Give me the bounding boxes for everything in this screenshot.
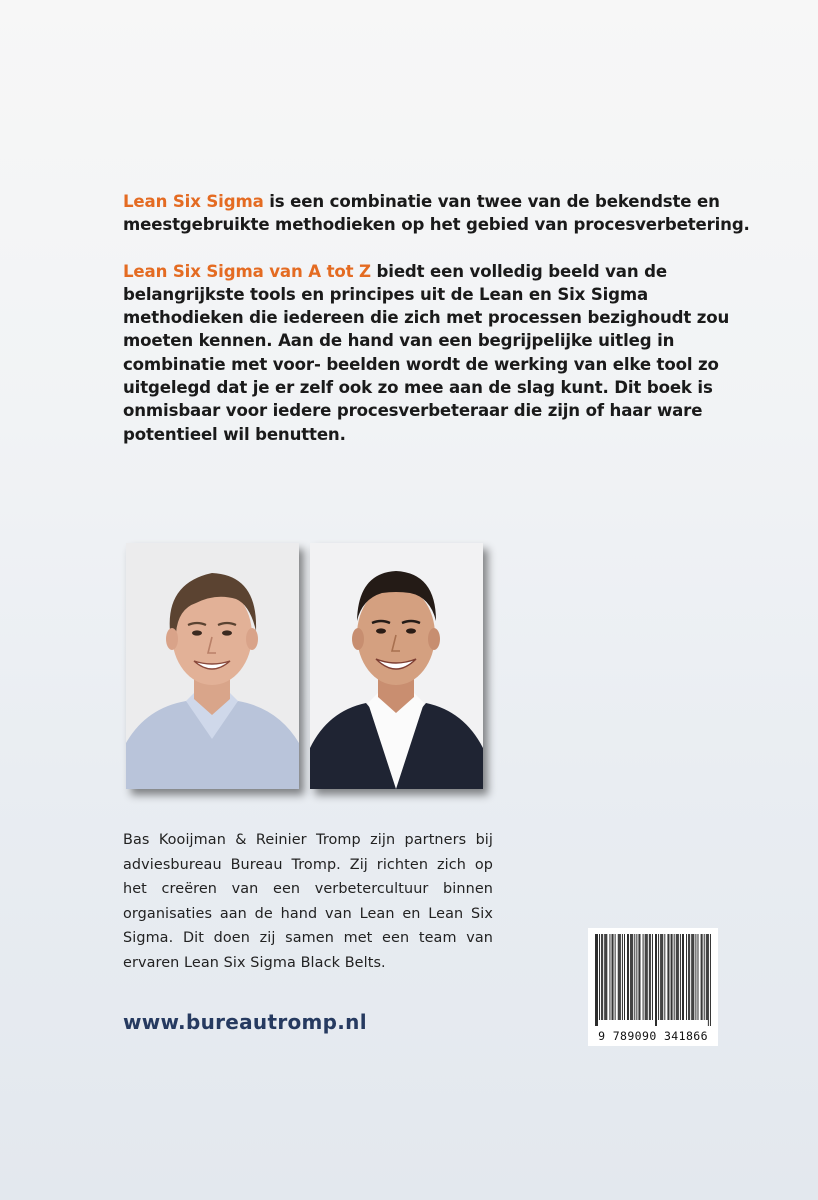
barcode-bar bbox=[620, 934, 621, 1020]
barcode-bar bbox=[689, 934, 690, 1020]
barcode-bar bbox=[669, 934, 670, 1020]
website-url[interactable]: www.bureautromp.nl bbox=[123, 1010, 367, 1034]
barcode-bar bbox=[672, 934, 673, 1020]
barcode-bar bbox=[695, 934, 696, 1020]
barcode-bar bbox=[606, 934, 607, 1020]
barcode-bar bbox=[658, 934, 659, 1020]
isbn-barcode bbox=[588, 928, 718, 1046]
barcode-bar bbox=[605, 934, 606, 1020]
barcode-bar bbox=[618, 934, 619, 1020]
barcode-bar bbox=[636, 934, 637, 1020]
barcode-bar bbox=[686, 934, 687, 1020]
barcode-bar bbox=[701, 934, 702, 1020]
barcode-bar bbox=[693, 934, 694, 1020]
barcode-bar bbox=[640, 934, 641, 1020]
barcode-bar bbox=[597, 934, 598, 1026]
barcode-bar bbox=[650, 934, 651, 1020]
barcode-bar bbox=[596, 934, 597, 1026]
barcode-bar bbox=[604, 934, 605, 1020]
barcode-bar bbox=[707, 934, 708, 1020]
barcode-bar bbox=[702, 934, 703, 1020]
barcode-bar bbox=[706, 934, 707, 1020]
author-photo-bas bbox=[126, 543, 299, 789]
barcode-bar bbox=[627, 934, 628, 1020]
barcode-bar bbox=[599, 934, 600, 1020]
barcode-bar bbox=[615, 934, 616, 1020]
barcode-bar bbox=[655, 934, 656, 1026]
barcode-bar bbox=[634, 934, 635, 1020]
barcode-bar bbox=[639, 934, 640, 1020]
barcode-bar bbox=[676, 934, 677, 1020]
barcode-bar bbox=[708, 934, 709, 1026]
barcode-bar bbox=[595, 934, 596, 1026]
barcode-bar bbox=[710, 934, 711, 1026]
barcode-bar bbox=[632, 934, 633, 1020]
blurb-text-2: biedt een volledig beeld van de belangrijkste tools en principes uit de Lean en Six Sigma methodieken die iedereen die zich met processen bezighoudt zou moeten kennen. Aan de hand van een begrijpelijke uitleg in combinatie met voor- beelden wordt de werking van elke tool zo uitgelegd dat je er zelf ook zo mee aan de slag kunt. Dit boek is onmisbaar voor iedere procesverbeteraar die zijn of haar ware potentieel wil benutten. bbox=[123, 261, 730, 444]
barcode-bar bbox=[704, 934, 705, 1020]
barcode-bar bbox=[630, 934, 631, 1020]
barcode-bar bbox=[688, 934, 689, 1020]
barcode-bar bbox=[601, 934, 602, 1020]
barcode-bar bbox=[661, 934, 662, 1020]
barcode-bar bbox=[619, 934, 620, 1020]
author-photo-reinier bbox=[310, 543, 483, 789]
barcode-bar bbox=[683, 934, 684, 1020]
barcode-bar bbox=[613, 934, 614, 1020]
barcode-bar bbox=[662, 934, 663, 1020]
barcode-bar bbox=[692, 934, 693, 1020]
barcode-bar bbox=[652, 934, 653, 1020]
barcode-bar bbox=[624, 934, 625, 1020]
barcode-bar bbox=[643, 934, 644, 1020]
barcode-bar bbox=[671, 934, 672, 1020]
barcode-bar bbox=[645, 934, 646, 1020]
author-portrait-1 bbox=[126, 543, 299, 789]
blurb-paragraph-1 bbox=[123, 190, 763, 237]
blurb-highlight-1: Lean Six Sigma bbox=[123, 192, 264, 211]
barcode-bar bbox=[668, 934, 669, 1020]
barcode-bar bbox=[610, 934, 611, 1020]
barcode-bar bbox=[682, 934, 683, 1020]
barcode-bar bbox=[691, 934, 692, 1020]
barcode-bar bbox=[631, 934, 632, 1020]
blurb-text-1: is een combinatie van twee van de bekendste en meestgebruikte methodieken op het gebied van procesverbetering. bbox=[123, 192, 750, 235]
back-cover-blurb bbox=[123, 190, 763, 469]
barcode-bar bbox=[678, 934, 679, 1020]
authors-bio: Bas Kooijman & Reinier Tromp zijn partners bij adviesbureau Bureau Tromp. Zij richten zich op het creëren van een verbetercultuur binnen organisaties aan de hand van Lean en Lean Six Sigma. Dit doen zij samen met een team van ervaren Lean Six Sigma Black Belts. bbox=[123, 832, 493, 971]
barcode-bar bbox=[660, 934, 661, 1020]
barcode-bars bbox=[595, 934, 711, 1026]
barcode-digits: 9 789090 341866 bbox=[598, 1029, 708, 1043]
barcode-bar bbox=[677, 934, 678, 1020]
barcode-bar bbox=[646, 934, 647, 1020]
blurb-highlight-2: Lean Six Sigma van A tot Z bbox=[123, 261, 371, 281]
author-portrait-2 bbox=[310, 543, 483, 789]
barcode-bar bbox=[674, 934, 675, 1020]
barcode-bar bbox=[628, 934, 629, 1020]
barcode-bar bbox=[612, 934, 613, 1020]
barcode-bar bbox=[656, 934, 657, 1026]
barcode-bar bbox=[602, 934, 603, 1020]
barcode-bar bbox=[647, 934, 648, 1020]
barcode-bar bbox=[649, 934, 650, 1020]
blurb-paragraph-2 bbox=[123, 260, 763, 446]
barcode-bar bbox=[664, 934, 665, 1020]
barcode-bar bbox=[680, 934, 681, 1020]
barcode-bar bbox=[622, 934, 623, 1020]
barcode-bar bbox=[698, 934, 699, 1020]
